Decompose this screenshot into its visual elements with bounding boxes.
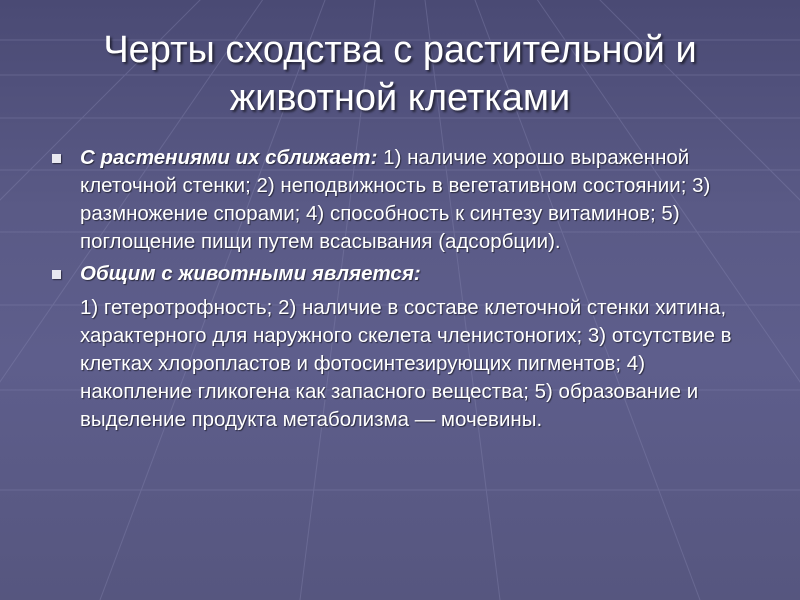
square-bullet-icon [52, 270, 61, 279]
slide-content [52, 144, 752, 434]
square-bullet-icon [52, 154, 61, 163]
bullet-item-plants [52, 144, 752, 256]
slide-title: Черты сходства с растительной и животной клетками [103, 29, 697, 119]
animals-paragraph: 1) гетеротрофность; 2) наличие в составе клеточной стенки хитина, характерного для наружного скелета членистоногих; 3) отсутствие в клетках хлоропластов и фотосинтезирующих пигментов; 4) накопление гликогена как запасного вещества; 5) образование и выделение продукта метаболизма — мочевины. [80, 296, 732, 431]
bullet-lead: С растениями их сближает: [80, 146, 378, 169]
bullet-item-animals [52, 260, 752, 288]
bullet-text: 1) наличие хорошо выраженной клеточной стенки; 2) неподвижность в вегетативном состоянии; 3) размножение спорами; 4) способность к синтезу витаминов; 5) поглощение пищи путем всасывания (адсорбции). [80, 146, 711, 253]
bullet-lead: Общим с животными является: [80, 262, 421, 285]
